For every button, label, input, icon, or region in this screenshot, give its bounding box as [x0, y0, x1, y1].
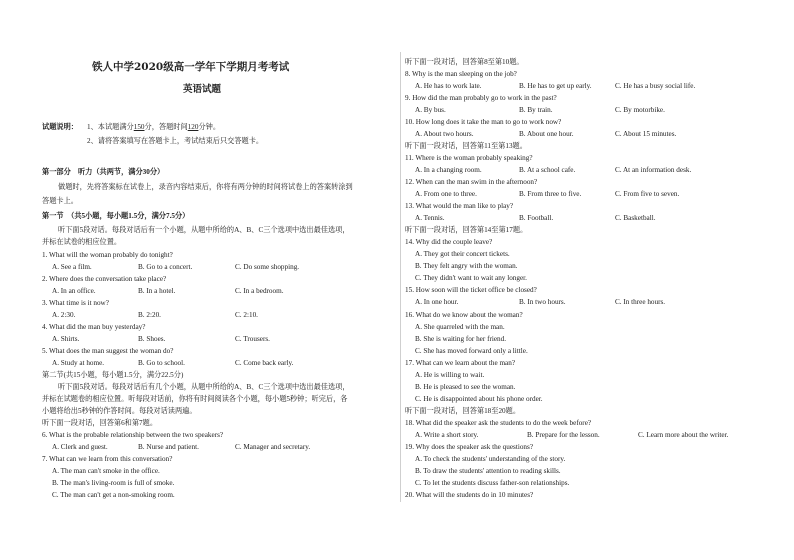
- question-16: 16. What do we know about the woman?: [405, 311, 523, 319]
- q10-option-c: C. About 15 minutes.: [615, 130, 677, 138]
- q9-option-b: B. By train.: [519, 106, 553, 114]
- q8-option-c: C. He has a busy social life.: [615, 82, 696, 90]
- section2-heading: 第二节(共15小题，每小题1.5分，满分22.5分): [42, 371, 184, 379]
- q13-option-b: B. Football.: [519, 214, 554, 222]
- section1-intro-2: 并标在试卷的相应位置。: [42, 238, 122, 246]
- q9-option-c: C. By motorbike.: [615, 106, 665, 114]
- q13-option-a: A. Tennis.: [415, 214, 445, 222]
- q19-option-b: B. To draw the students' attention to reading skills.: [415, 467, 561, 475]
- q12-option-c: C. From five to seven.: [615, 190, 680, 198]
- question-10: 10. How long does it take the man to go to work now?: [405, 118, 562, 126]
- q1-option-b: B. Go to a concert.: [138, 263, 193, 271]
- exam-subtitle: 英语试题: [183, 85, 222, 95]
- q10-option-a: A. About two hours.: [415, 130, 474, 138]
- q17-option-c: C. He is disappointed about his phone order.: [415, 395, 543, 403]
- q11-option-b: B. At a school cafe.: [519, 166, 576, 174]
- question-6: 6. What is the probable relationship between the two speakers?: [42, 431, 224, 439]
- q19-option-c: C. To let the students discuss father-son relationships.: [415, 479, 570, 487]
- q16-option-c: C. She has moved forward only a little.: [415, 347, 528, 355]
- listen-note-14-17: 听下面一段对话，回答第14至第17题。: [405, 226, 528, 234]
- question-2: 2. Where does the conversation take place?: [42, 275, 167, 283]
- q7-option-c: C. The man can't get a non-smoking room.: [52, 491, 175, 499]
- q2-option-a: A. In an office.: [52, 287, 96, 295]
- q3-option-a: A. 2:30.: [52, 311, 76, 319]
- instructions-label: 试题说明：: [42, 123, 78, 131]
- q10-option-b: B. About one hour.: [519, 130, 574, 138]
- q1-option-a: A. See a film.: [52, 263, 92, 271]
- question-7: 7. What can we learn from this conversation?: [42, 455, 173, 463]
- q7-option-b: B. The man's living-room is full of smoke.: [52, 479, 175, 487]
- q19-option-a: A. To check the students' understanding of the story.: [415, 455, 566, 463]
- question-12: 12. When can the man swim in the afternoon?: [405, 178, 538, 186]
- instructions-line-2: 2、请将答案填写在答题卡上，考试结束后只交答题卡。: [87, 137, 264, 145]
- q4-option-c: C. Trousers.: [235, 335, 270, 343]
- q18-option-a: A. Write a short story.: [415, 431, 479, 439]
- q3-option-c: C. 2:10.: [235, 311, 258, 319]
- q18-option-c: C. Learn more about the writer.: [638, 431, 729, 439]
- q6-option-b: B. Nurse and patient.: [138, 443, 199, 451]
- section2-intro-2: 并标在试题卷的相应位置。听每段对话前，你将有时间阅读各个小题，每小题5秒钟；听完后，各: [42, 395, 348, 403]
- section1-heading: 第一节 （共5小题，每小题1.5分，满分7.5分）: [42, 212, 190, 220]
- q12-option-b: B. From three to five.: [519, 190, 582, 198]
- part1-intro-1: 做题时，先将答案标在试卷上，录音内容结束后，你将有两分钟的时间将试卷上的答案转涂到: [58, 183, 353, 191]
- q2-option-b: B. In a hotel.: [138, 287, 176, 295]
- question-19: 19. Why does the speaker ask the questions?: [405, 443, 534, 451]
- q15-option-c: C. In three hours.: [615, 298, 666, 306]
- section1-intro-1: 听下面5段对话。每段对话后有一个小题，从题中所给的A、B、C三个选项中选出最佳选项，: [58, 226, 350, 234]
- q16-option-b: B. She is waiting for her friend.: [415, 335, 507, 343]
- q7-option-a: A. The man can't smoke in the office.: [52, 467, 160, 475]
- q11-option-c: C. At an information desk.: [615, 166, 692, 174]
- exam-title: 铁人中学2020级高一学年下学期月考考试: [92, 61, 290, 73]
- question-9: 9. How did the man probably go to work in the past?: [405, 94, 557, 102]
- question-4: 4. What did the man buy yesterday?: [42, 323, 146, 331]
- question-14: 14. Why did the couple leave?: [405, 238, 493, 246]
- q4-option-a: A. Shirts.: [52, 335, 80, 343]
- q4-option-b: B. Shoes.: [138, 335, 166, 343]
- q18-option-b: B. Prepare for the lesson.: [527, 431, 600, 439]
- question-1: 1. What will the woman probably do tonight?: [42, 251, 173, 259]
- question-13: 13. What would the man like to play?: [405, 202, 514, 210]
- q13-option-c: C. Basketball.: [615, 214, 656, 222]
- exam-time: 120: [187, 123, 199, 131]
- q12-option-a: A. From one to three.: [415, 190, 477, 198]
- q17-option-a: A. He is willing to wait.: [415, 371, 485, 379]
- listen-note-8-10: 听下面一段对话，回答第8至第10题。: [405, 58, 524, 66]
- q2-option-c: C. In a bedroom.: [235, 287, 284, 295]
- q8-option-b: B. He has to get up early.: [519, 82, 592, 90]
- q3-option-b: B. 2:20.: [138, 311, 161, 319]
- q5-option-c: C. Come back early.: [235, 359, 294, 367]
- q6-option-a: A. Clerk and guest.: [52, 443, 108, 451]
- q5-option-b: B. Go to school.: [138, 359, 185, 367]
- question-18: 18. What did the speaker ask the students to do the week before?: [405, 419, 592, 427]
- part1-heading: 第一部分 听力（共两节，满分30分）: [42, 168, 165, 176]
- q14-option-c: C. They didn't want to wait any longer.: [415, 274, 527, 282]
- q16-option-a: A. She quarreled with the man.: [415, 323, 505, 331]
- q15-option-a: A. In one hour.: [415, 298, 459, 306]
- q14-option-b: B. They felt angry with the woman.: [415, 262, 518, 270]
- q11-option-a: A. In a changing room.: [415, 166, 482, 174]
- q6-option-c: C. Manager and secretary.: [235, 443, 311, 451]
- q8-option-a: A. He has to work late.: [415, 82, 482, 90]
- q5-option-a: A. Study at home.: [52, 359, 105, 367]
- question-17: 17. What can we learn about the man?: [405, 359, 516, 367]
- question-8: 8. Why is the man sleeping on the job?: [405, 70, 517, 78]
- listen-note-11-13: 听下面一段对话，回答第11至第13题。: [405, 142, 527, 150]
- section2-intro-3: 小题将给出5秒钟的作答时间。每段对话读两遍。: [42, 407, 197, 415]
- q17-option-b: B. He is pleased to see the woman.: [415, 383, 516, 391]
- section2-intro-1: 听下面5段对话。每段对话后有几个小题，从题中所给的A、B、C三个选项中选出最佳选项，: [58, 383, 350, 391]
- q15-option-b: B. In two hours.: [519, 298, 566, 306]
- question-5: 5. What does the man suggest the woman do?: [42, 347, 174, 355]
- question-20: 20. What will the students do in 10 minutes?: [405, 491, 534, 499]
- q1-option-c: C. Do some shopping.: [235, 263, 300, 271]
- listen-note-6-7: 听下面一段对话，回答第6和第7题。: [42, 419, 158, 427]
- full-score: 150: [133, 123, 145, 131]
- listen-note-18-20: 听下面一段对话，回答第18至20题。: [405, 407, 521, 415]
- part1-intro-2: 答题卡上。: [42, 197, 78, 205]
- instructions-line-1: 1、本试题满分150分，答题时间120分钟。: [87, 123, 221, 131]
- question-3: 3. What time is it now?: [42, 299, 109, 307]
- column-divider: [400, 52, 401, 502]
- q14-option-a: A. They got their concert tickets.: [415, 250, 510, 258]
- q9-option-a: A. By bus.: [415, 106, 446, 114]
- question-15: 15. How soon will the ticket office be closed?: [405, 286, 537, 294]
- question-11: 11. Where is the woman probably speaking?: [405, 154, 533, 162]
